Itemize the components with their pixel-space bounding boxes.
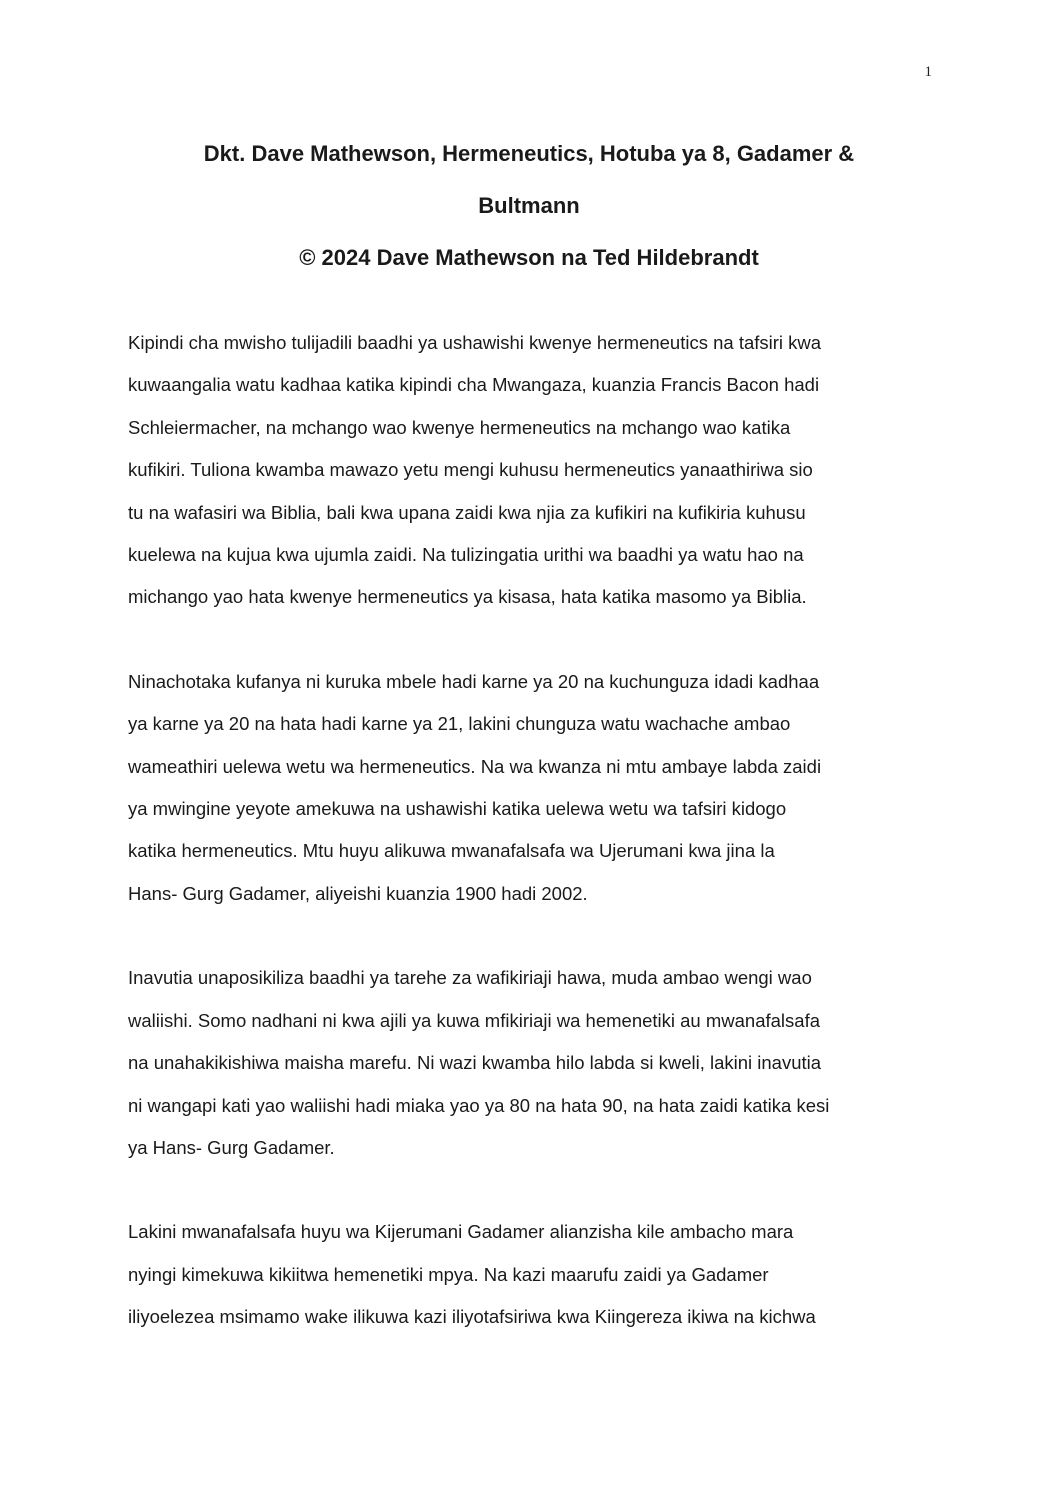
text-line: Inavutia unaposikiliza baadhi ya tarehe za wafikiriaji hawa, muda ambao wengi wao bbox=[128, 967, 812, 989]
text-line: Hans- Gurg Gadamer, aliyeishi kuanzia 1900 hadi 2002. bbox=[128, 882, 588, 904]
text-line: Kipindi cha mwisho tulijadili baadhi ya ushawishi kwenye hermeneutics na tafsiri kwa bbox=[128, 332, 822, 353]
title-line-2: Bultmann bbox=[478, 193, 580, 218]
text-line: iliyoelezea msimamo wake ilikuwa kazi iliyotafsiriwa kwa Kiingereza ikiwa na kichwa bbox=[128, 1306, 816, 1328]
paragraph-3 bbox=[128, 957, 940, 1169]
text-line: tu na wafasiri wa Biblia, bali kwa upana zaidi kwa njia za kufikiri na kufikiria kuhusu bbox=[128, 501, 806, 523]
text-line: Ninachotaka kufanya ni kuruka mbele hadi karne ya 20 na kuchunguza idadi kadhaa bbox=[128, 670, 820, 692]
text-line: Lakini mwanafalsafa huyu wa Kijerumani Gadamer alianzisha kile ambacho mara bbox=[128, 1221, 794, 1243]
text-line: waliishi. Somo nadhani ni kwa ajili ya kuwa mfikiriaji wa hemenetiki au mwanafalsafa bbox=[128, 1009, 821, 1031]
text-line: ni wangapi kati yao waliishi hadi miaka yao ya 80 na hata 90, na hata zaidi katika kesi bbox=[128, 1094, 830, 1116]
text-line: na unahakikishiwa maisha marefu. Ni wazi kwamba hilo labda si kweli, lakini inavutia bbox=[128, 1052, 822, 1074]
text-line: ya mwingine yeyote amekuwa na ushawishi katika uelewa wetu wa tafsiri kidogo bbox=[128, 798, 787, 820]
document-title bbox=[128, 128, 930, 284]
page-number: 1 bbox=[924, 64, 932, 80]
text-line: Schleiermacher, na mchango wao kwenye hermeneutics na mchango wao katika bbox=[128, 416, 791, 438]
paragraph-4 bbox=[128, 1211, 940, 1338]
text-line: kuwaangalia watu kadhaa katika kipindi cha Mwangaza, kuanzia Francis Bacon hadi bbox=[128, 374, 820, 396]
text-line: kufikiri. Tuliona kwamba mawazo yetu mengi kuhusu hermeneutics yanaathiriwa sio bbox=[128, 459, 813, 481]
document-body bbox=[128, 322, 940, 1381]
text-line: ya karne ya 20 na hata hadi karne ya 21, lakini chunguza watu wachache ambao bbox=[128, 713, 791, 735]
paragraph-1 bbox=[128, 322, 940, 619]
text-line: nyingi kimekuwa kikiitwa hemenetiki mpya. Na kazi maarufu zaidi ya Gadamer bbox=[128, 1263, 769, 1285]
text-line: ya Hans- Gurg Gadamer. bbox=[128, 1136, 335, 1158]
title-line-1: Dkt. Dave Mathewson, Hermeneutics, Hotuba ya 8, Gadamer & bbox=[203, 141, 855, 166]
text-line: michango yao hata kwenye hermeneutics ya kisasa, hata katika masomo ya Biblia. bbox=[128, 586, 807, 608]
text-line: wameathiri uelewa wetu wa hermeneutics. Na wa kwanza ni mtu ambaye labda zaidi bbox=[128, 755, 822, 777]
text-line: katika hermeneutics. Mtu huyu alikuwa mwanafalsafa wa Ujerumani kwa jina la bbox=[128, 840, 775, 862]
text-line: kuelewa na kujua kwa ujumla zaidi. Na tulizingatia urithi wa baadhi ya watu hao na bbox=[128, 544, 804, 566]
paragraph-2 bbox=[128, 661, 940, 915]
copyright-line: © 2024 Dave Mathewson na Ted Hildebrandt bbox=[299, 245, 759, 270]
